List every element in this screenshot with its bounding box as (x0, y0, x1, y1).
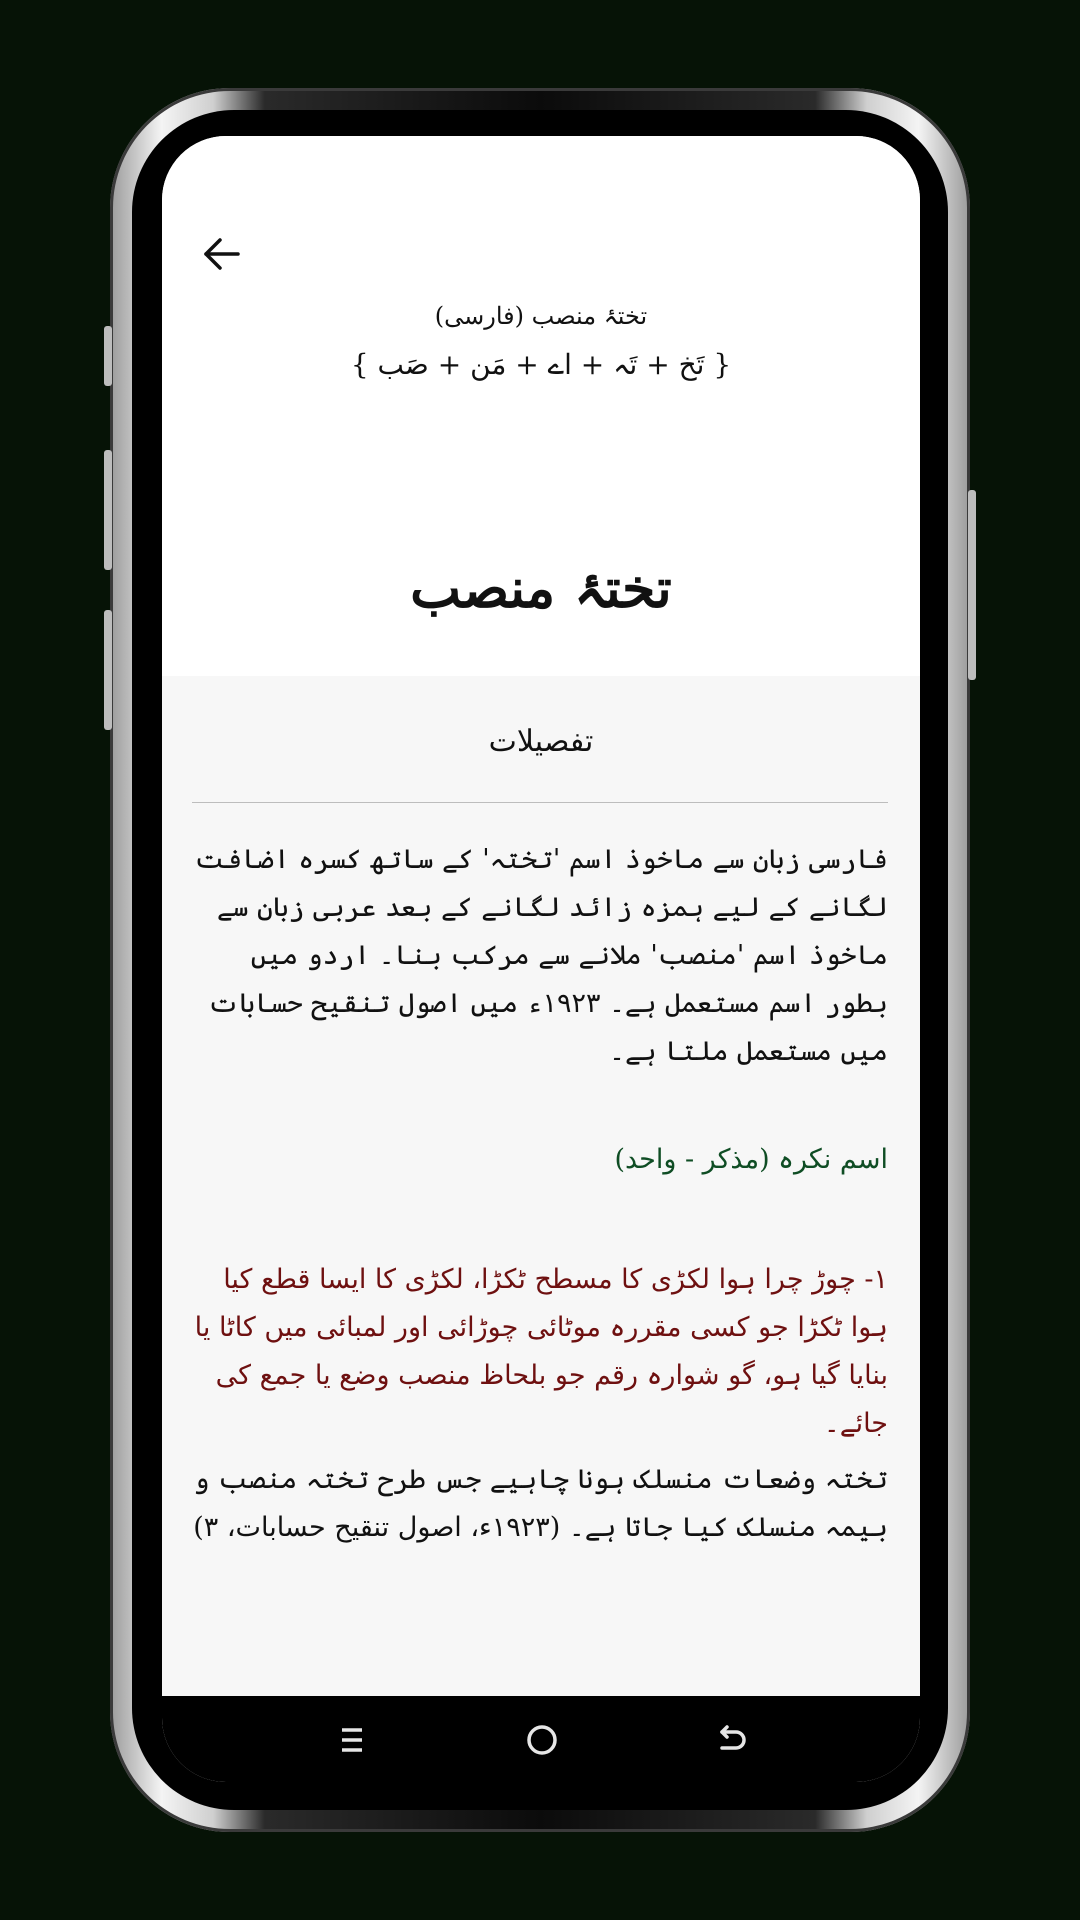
phone-side-button (104, 450, 112, 570)
word-subtitle: تختۂ منصب (فارسی) (434, 302, 648, 330)
details-heading: تفصیلات (488, 724, 594, 759)
phone-side-button (104, 610, 112, 730)
return-arrow-icon (710, 1720, 750, 1760)
etymology-formula: { تَخ + تَہ + اے + مَن + صَب } (350, 348, 732, 381)
system-nav-bar (162, 1696, 920, 1782)
back-button[interactable] (200, 232, 244, 276)
menu-lines-icon (332, 1720, 372, 1760)
phone-side-button (968, 490, 976, 680)
word-header (162, 136, 920, 676)
app-screen (162, 136, 920, 1782)
citation-paragraph: تختہ وضعات منسلک ہونا چاہیے جس طرح تختہ منصب و بیمہ منسلک کیا جاتا ہے۔ (۱۹۲۳ء، اصول تنقیح حسابات، ۳) (193, 1464, 888, 1543)
word-title: تختۂ منصب (410, 556, 672, 620)
arrow-left-icon (200, 232, 244, 276)
home-circle-icon (522, 1720, 562, 1760)
home-button[interactable] (522, 1720, 562, 1760)
details-section (162, 676, 920, 1696)
grammar-label: اسم نکرہ (مذکر - واحد) (614, 1144, 888, 1175)
meaning-paragraph: ۱- چوڑ چرا ہوا لکڑی کا مسطح ٹکڑا، لکڑی کا ایسا قطع کیا ہوا ٹکڑا جو کسی مقررہ موٹائی چوڑائی اور لمبائی میں کاٹا یا بنایا گیا ہو، گو شوارہ رقم جو بلحاظ منصب وضع یا جمع کی جائے۔ (194, 1264, 888, 1439)
recents-button[interactable] (332, 1720, 372, 1760)
origin-paragraph: فارسی زبان سے ماخوذ اسم 'تختہ' کے ساتھ کسرہ اضافت لگانے کے لیے ہمزہ زائد لگانے کے بعد عربی زبان سے ماخوذ اسم 'منصب' ملانے سے مرکب بنا۔ اردو میں بطور اسم مستعمل ہے۔ ۱۹۲۳ء میں اصول تنقیح حسابات میں مستعمل ملتا ہے۔ (194, 844, 888, 1067)
phone-side-button (104, 326, 112, 386)
divider (192, 802, 888, 803)
nav-back-button[interactable] (710, 1720, 750, 1760)
